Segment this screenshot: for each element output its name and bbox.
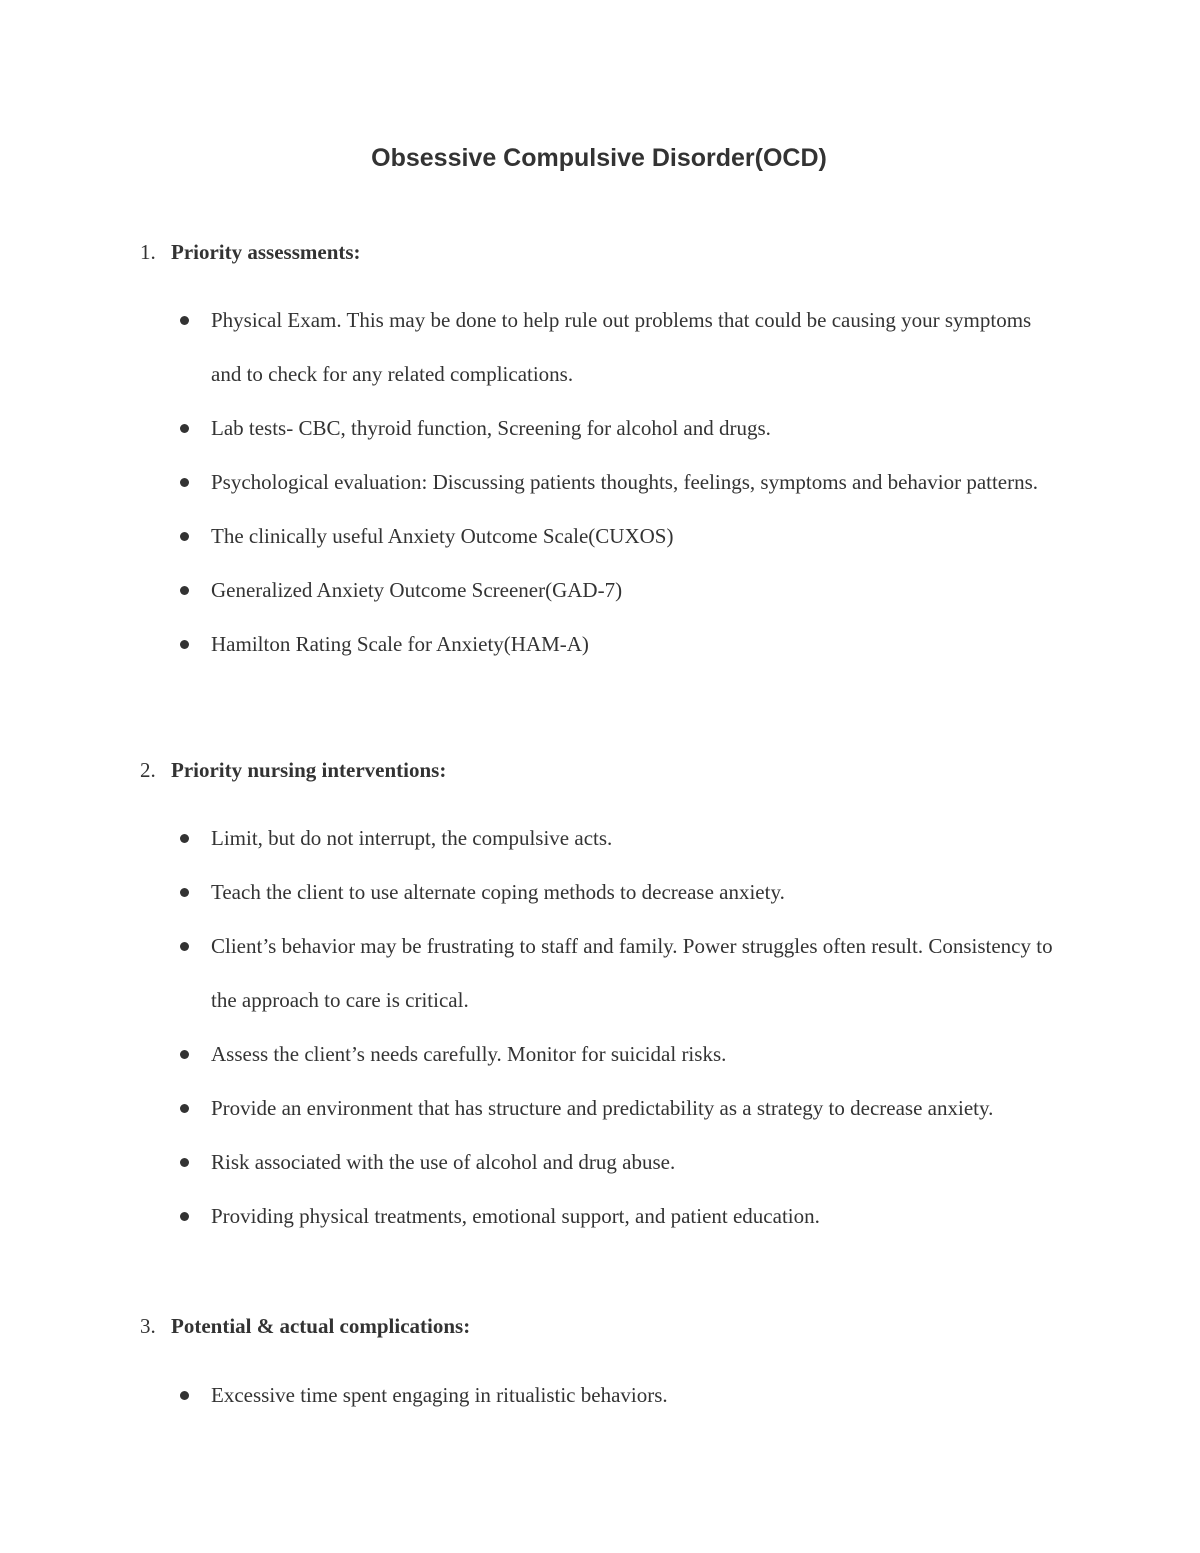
list-item-text: Generalized Anxiety Outcome Screener(GAD-7) [211, 578, 623, 602]
section-label: Potential & actual complications: [171, 1314, 471, 1338]
bullet-icon [180, 478, 189, 487]
list-item-text: Provide an environment that has structure and predictability as a strategy to decrease anxiety. [211, 1096, 994, 1120]
list-item [175, 401, 1065, 455]
list-item [175, 293, 1065, 401]
list-item [175, 1189, 1065, 1243]
bullet-icon [180, 586, 189, 595]
bullet-list-assessments [175, 293, 1065, 671]
section-label: Priority nursing interventions: [171, 758, 447, 782]
section-heading-priority-assessments [140, 237, 361, 267]
section-heading-potential-complications [140, 1311, 470, 1341]
section-heading-priority-nursing-interventions [140, 755, 446, 785]
list-item [175, 811, 1065, 865]
bullet-icon [180, 316, 189, 325]
list-item-text: Risk associated with the use of alcohol and drug abuse. [211, 1150, 676, 1174]
list-item-text: Assess the client’s needs carefully. Monitor for suicidal risks. [211, 1042, 727, 1066]
list-item-text: Limit, but do not interrupt, the compulsive acts. [211, 826, 613, 850]
list-item-text: Physical Exam. This may be done to help rule out problems that could be causing your symptoms and to check for any related complications. [211, 308, 1032, 386]
list-item [175, 509, 1065, 563]
list-item-text: Psychological evaluation: Discussing patients thoughts, feelings, symptoms and behavior patterns. [211, 470, 1039, 494]
list-item-text: The clinically useful Anxiety Outcome Scale(CUXOS) [211, 524, 674, 548]
list-item [175, 563, 1065, 617]
bullet-icon [180, 942, 189, 951]
bullet-icon [180, 424, 189, 433]
section-number: 2. [140, 758, 156, 782]
bullet-icon [180, 1212, 189, 1221]
list-item-text: Providing physical treatments, emotional support, and patient education. [211, 1204, 820, 1228]
list-item [175, 1027, 1065, 1081]
section-number: 3. [140, 1314, 156, 1338]
bullet-icon [180, 532, 189, 541]
section-label: Priority assessments: [171, 240, 361, 264]
list-item [175, 617, 1065, 671]
list-item [175, 455, 1065, 509]
bullet-icon [180, 1050, 189, 1059]
page-title: Obsessive Compulsive Disorder(OCD) [371, 144, 827, 172]
bullet-icon [180, 640, 189, 649]
bullet-icon [180, 888, 189, 897]
bullet-icon [180, 834, 189, 843]
bullet-icon [180, 1391, 189, 1400]
list-item [175, 1081, 1065, 1135]
list-item [175, 1135, 1065, 1189]
bullet-list-complications [175, 1368, 1065, 1422]
list-item-text: Excessive time spent engaging in ritualistic behaviors. [211, 1383, 668, 1407]
section-number: 1. [140, 240, 156, 264]
bullet-list-interventions [175, 811, 1065, 1243]
list-item-text: Lab tests- CBC, thyroid function, Screening for alcohol and drugs. [211, 416, 771, 440]
list-item-text: Teach the client to use alternate coping methods to decrease anxiety. [211, 880, 785, 904]
list-item [175, 919, 1065, 1027]
list-item [175, 865, 1065, 919]
list-item-text: Hamilton Rating Scale for Anxiety(HAM-A) [211, 632, 589, 656]
list-item-text: Client’s behavior may be frustrating to staff and family. Power struggles often result. Consistency to the approach to care is critical. [211, 934, 1053, 1012]
bullet-icon [180, 1158, 189, 1167]
list-item [175, 1368, 1065, 1422]
bullet-icon [180, 1104, 189, 1113]
